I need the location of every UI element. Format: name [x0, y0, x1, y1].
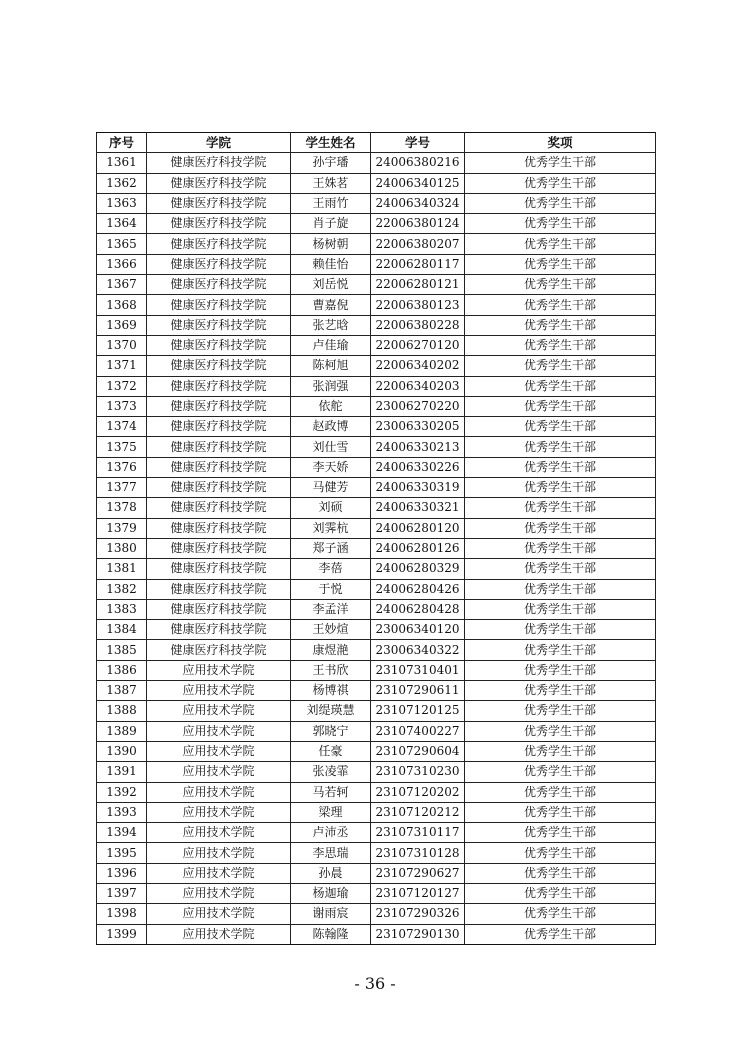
student-name-cell: 孙宇璠 [291, 153, 371, 173]
student-name-cell: 刘岳悦 [291, 275, 371, 295]
college-cell: 健康医疗科技学院 [147, 437, 291, 457]
student-id-cell: 24006330226 [371, 457, 465, 477]
college-cell: 健康医疗科技学院 [147, 599, 291, 619]
student-name-cell: 赵政博 [291, 417, 371, 437]
student-id-cell: 23107310128 [371, 843, 465, 863]
student-name-cell: 谢雨宸 [291, 904, 371, 924]
college-cell: 健康医疗科技学院 [147, 214, 291, 234]
student-id-cell: 22006380228 [371, 315, 465, 335]
award-cell: 优秀学生干部 [465, 640, 656, 660]
serial-cell: 1393 [97, 802, 147, 822]
student-name-cell: 依舵 [291, 396, 371, 416]
student-id-cell: 23107310401 [371, 660, 465, 680]
student-name-cell: 郭晓宁 [291, 721, 371, 741]
college-cell: 健康医疗科技学院 [147, 173, 291, 193]
table-row [97, 559, 656, 579]
student-name-cell: 陈柯旭 [291, 356, 371, 376]
table-row [97, 518, 656, 538]
award-cell: 优秀学生干部 [465, 843, 656, 863]
table-row [97, 599, 656, 619]
table-row [97, 579, 656, 599]
serial-cell: 1374 [97, 417, 147, 437]
student-id-cell: 22006380124 [371, 214, 465, 234]
student-id-cell: 23107290604 [371, 741, 465, 761]
serial-cell: 1365 [97, 234, 147, 254]
college-cell: 健康医疗科技学院 [147, 498, 291, 518]
table-row [97, 153, 656, 173]
student-id-cell: 23107290326 [371, 904, 465, 924]
table-body [97, 153, 656, 945]
college-cell: 应用技术学院 [147, 802, 291, 822]
table-row [97, 214, 656, 234]
serial-cell: 1382 [97, 579, 147, 599]
award-cell: 优秀学生干部 [465, 153, 656, 173]
table-row [97, 701, 656, 721]
college-cell: 应用技术学院 [147, 843, 291, 863]
table-row [97, 660, 656, 680]
serial-cell: 1368 [97, 295, 147, 315]
table-row [97, 234, 656, 254]
student-name-cell: 任豪 [291, 741, 371, 761]
college-cell: 健康医疗科技学院 [147, 275, 291, 295]
serial-cell: 1381 [97, 559, 147, 579]
college-cell: 应用技术学院 [147, 823, 291, 843]
award-cell: 优秀学生干部 [465, 681, 656, 701]
serial-cell: 1392 [97, 782, 147, 802]
award-cell: 优秀学生干部 [465, 396, 656, 416]
award-cell: 优秀学生干部 [465, 762, 656, 782]
student-id-cell: 24006280120 [371, 518, 465, 538]
header-student-name: 学生姓名 [291, 133, 371, 153]
college-cell: 应用技术学院 [147, 681, 291, 701]
table-row [97, 356, 656, 376]
student-name-cell: 陈翰隆 [291, 924, 371, 944]
student-id-cell: 23107290611 [371, 681, 465, 701]
student-id-cell: 23107120125 [371, 701, 465, 721]
table-row [97, 437, 656, 457]
student-name-cell: 曹嘉倪 [291, 295, 371, 315]
award-cell: 优秀学生干部 [465, 782, 656, 802]
serial-cell: 1397 [97, 883, 147, 903]
student-name-cell: 马若轲 [291, 782, 371, 802]
student-name-cell: 郑子涵 [291, 538, 371, 558]
award-cell: 优秀学生干部 [465, 214, 656, 234]
serial-cell: 1363 [97, 193, 147, 213]
table-row [97, 721, 656, 741]
award-cell: 优秀学生干部 [465, 823, 656, 843]
student-id-cell: 23107120212 [371, 802, 465, 822]
college-cell: 应用技术学院 [147, 741, 291, 761]
table-row [97, 904, 656, 924]
college-cell: 应用技术学院 [147, 924, 291, 944]
college-cell: 健康医疗科技学院 [147, 640, 291, 660]
award-cell: 优秀学生干部 [465, 417, 656, 437]
serial-cell: 1361 [97, 153, 147, 173]
student-id-cell: 23107310230 [371, 762, 465, 782]
student-name-cell: 张润强 [291, 376, 371, 396]
college-cell: 健康医疗科技学院 [147, 335, 291, 355]
college-cell: 健康医疗科技学院 [147, 478, 291, 498]
award-cell: 优秀学生干部 [465, 254, 656, 274]
award-cell: 优秀学生干部 [465, 437, 656, 457]
college-cell: 健康医疗科技学院 [147, 538, 291, 558]
award-cell: 优秀学生干部 [465, 883, 656, 903]
student-id-cell: 23006330205 [371, 417, 465, 437]
header-college: 学院 [147, 133, 291, 153]
award-cell: 优秀学生干部 [465, 315, 656, 335]
serial-cell: 1399 [97, 924, 147, 944]
header-serial: 序号 [97, 133, 147, 153]
table-row [97, 478, 656, 498]
award-cell: 优秀学生干部 [465, 275, 656, 295]
table-row [97, 802, 656, 822]
table-row [97, 275, 656, 295]
serial-cell: 1398 [97, 904, 147, 924]
table-row [97, 782, 656, 802]
serial-cell: 1377 [97, 478, 147, 498]
award-cell: 优秀学生干部 [465, 356, 656, 376]
student-id-cell: 22006280121 [371, 275, 465, 295]
student-id-cell: 22006340202 [371, 356, 465, 376]
award-cell: 优秀学生干部 [465, 741, 656, 761]
college-cell: 健康医疗科技学院 [147, 396, 291, 416]
college-cell: 应用技术学院 [147, 863, 291, 883]
student-id-cell: 24006280426 [371, 579, 465, 599]
award-cell: 优秀学生干部 [465, 335, 656, 355]
student-id-cell: 23107120202 [371, 782, 465, 802]
award-cell: 优秀学生干部 [465, 863, 656, 883]
awards-table [96, 132, 656, 945]
serial-cell: 1364 [97, 214, 147, 234]
serial-cell: 1367 [97, 275, 147, 295]
table-row [97, 620, 656, 640]
award-cell: 优秀学生干部 [465, 193, 656, 213]
student-id-cell: 23006340120 [371, 620, 465, 640]
serial-cell: 1390 [97, 741, 147, 761]
student-id-cell: 23107310117 [371, 823, 465, 843]
college-cell: 应用技术学院 [147, 762, 291, 782]
serial-cell: 1380 [97, 538, 147, 558]
table-row [97, 457, 656, 477]
serial-cell: 1366 [97, 254, 147, 274]
student-name-cell: 王妙煊 [291, 620, 371, 640]
student-id-cell: 22006280117 [371, 254, 465, 274]
award-cell: 优秀学生干部 [465, 701, 656, 721]
student-id-cell: 24006340125 [371, 173, 465, 193]
student-name-cell: 李天娇 [291, 457, 371, 477]
table-row [97, 254, 656, 274]
college-cell: 应用技术学院 [147, 701, 291, 721]
serial-cell: 1376 [97, 457, 147, 477]
student-name-cell: 王雨竹 [291, 193, 371, 213]
student-name-cell: 刘缇瑛慧 [291, 701, 371, 721]
college-cell: 健康医疗科技学院 [147, 153, 291, 173]
table-row [97, 640, 656, 660]
table-row [97, 315, 656, 335]
student-id-cell: 23006270220 [371, 396, 465, 416]
student-name-cell: 刘仕雪 [291, 437, 371, 457]
student-name-cell: 刘霁杭 [291, 518, 371, 538]
college-cell: 健康医疗科技学院 [147, 518, 291, 538]
student-name-cell: 刘硕 [291, 498, 371, 518]
student-id-cell: 24006280329 [371, 559, 465, 579]
student-name-cell: 李蓓 [291, 559, 371, 579]
award-cell: 优秀学生干部 [465, 538, 656, 558]
award-cell: 优秀学生干部 [465, 478, 656, 498]
student-id-cell: 23006340322 [371, 640, 465, 660]
table-row [97, 681, 656, 701]
table-row [97, 924, 656, 944]
serial-cell: 1387 [97, 681, 147, 701]
serial-cell: 1386 [97, 660, 147, 680]
award-cell: 优秀学生干部 [465, 599, 656, 619]
serial-cell: 1373 [97, 396, 147, 416]
student-name-cell: 王书欣 [291, 660, 371, 680]
table-row [97, 741, 656, 761]
serial-cell: 1389 [97, 721, 147, 741]
serial-cell: 1388 [97, 701, 147, 721]
serial-cell: 1396 [97, 863, 147, 883]
student-id-cell: 24006280126 [371, 538, 465, 558]
college-cell: 健康医疗科技学院 [147, 193, 291, 213]
student-name-cell: 李孟洋 [291, 599, 371, 619]
student-name-cell: 杨博祺 [291, 681, 371, 701]
college-cell: 健康医疗科技学院 [147, 559, 291, 579]
table-row [97, 823, 656, 843]
table-row [97, 295, 656, 315]
student-name-cell: 卢佳瑜 [291, 335, 371, 355]
award-cell: 优秀学生干部 [465, 559, 656, 579]
table-row [97, 173, 656, 193]
table-row [97, 863, 656, 883]
award-cell: 优秀学生干部 [465, 518, 656, 538]
college-cell: 健康医疗科技学院 [147, 356, 291, 376]
award-cell: 优秀学生干部 [465, 620, 656, 640]
student-id-cell: 23107290130 [371, 924, 465, 944]
college-cell: 健康医疗科技学院 [147, 234, 291, 254]
student-id-cell: 22006380207 [371, 234, 465, 254]
student-name-cell: 杨迦瑜 [291, 883, 371, 903]
award-cell: 优秀学生干部 [465, 498, 656, 518]
student-name-cell: 李思瑞 [291, 843, 371, 863]
table-row [97, 538, 656, 558]
table-row [97, 417, 656, 437]
student-id-cell: 24006340324 [371, 193, 465, 213]
college-cell: 健康医疗科技学院 [147, 315, 291, 335]
student-id-cell: 22006340203 [371, 376, 465, 396]
table-row [97, 335, 656, 355]
student-name-cell: 张凌霏 [291, 762, 371, 782]
award-cell: 优秀学生干部 [465, 802, 656, 822]
college-cell: 健康医疗科技学院 [147, 457, 291, 477]
student-name-cell: 梁理 [291, 802, 371, 822]
serial-cell: 1362 [97, 173, 147, 193]
college-cell: 应用技术学院 [147, 883, 291, 903]
student-name-cell: 赖佳怡 [291, 254, 371, 274]
serial-cell: 1391 [97, 762, 147, 782]
serial-cell: 1370 [97, 335, 147, 355]
student-name-cell: 孙晨 [291, 863, 371, 883]
table-row [97, 193, 656, 213]
serial-cell: 1371 [97, 356, 147, 376]
college-cell: 健康医疗科技学院 [147, 295, 291, 315]
award-cell: 优秀学生干部 [465, 457, 656, 477]
page-number: - 36 - [354, 974, 396, 993]
award-cell: 优秀学生干部 [465, 579, 656, 599]
table-row [97, 498, 656, 518]
serial-cell: 1372 [97, 376, 147, 396]
serial-cell: 1394 [97, 823, 147, 843]
table-row [97, 762, 656, 782]
student-id-cell: 24006330319 [371, 478, 465, 498]
student-id-cell: 24006330213 [371, 437, 465, 457]
student-id-cell: 23107400227 [371, 721, 465, 741]
college-cell: 健康医疗科技学院 [147, 417, 291, 437]
table-header-row [97, 133, 656, 153]
serial-cell: 1379 [97, 518, 147, 538]
college-cell: 健康医疗科技学院 [147, 579, 291, 599]
award-cell: 优秀学生干部 [465, 295, 656, 315]
header-award: 奖项 [465, 133, 656, 153]
college-cell: 应用技术学院 [147, 904, 291, 924]
student-name-cell: 于悦 [291, 579, 371, 599]
table-row [97, 883, 656, 903]
student-name-cell: 马健芳 [291, 478, 371, 498]
student-id-cell: 22006270120 [371, 335, 465, 355]
award-cell: 优秀学生干部 [465, 660, 656, 680]
award-cell: 优秀学生干部 [465, 721, 656, 741]
header-student-id: 学号 [371, 133, 465, 153]
table-row [97, 396, 656, 416]
award-cell: 优秀学生干部 [465, 904, 656, 924]
serial-cell: 1395 [97, 843, 147, 863]
student-name-cell: 王姝茗 [291, 173, 371, 193]
student-id-cell: 22006380123 [371, 295, 465, 315]
student-id-cell: 23107120127 [371, 883, 465, 903]
student-id-cell: 23107290627 [371, 863, 465, 883]
student-name-cell: 肖子旋 [291, 214, 371, 234]
college-cell: 应用技术学院 [147, 721, 291, 741]
serial-cell: 1384 [97, 620, 147, 640]
table-row [97, 843, 656, 863]
college-cell: 应用技术学院 [147, 660, 291, 680]
student-name-cell: 杨树朝 [291, 234, 371, 254]
award-cell: 优秀学生干部 [465, 234, 656, 254]
serial-cell: 1378 [97, 498, 147, 518]
award-cell: 优秀学生干部 [465, 924, 656, 944]
student-id-cell: 24006380216 [371, 153, 465, 173]
serial-cell: 1369 [97, 315, 147, 335]
student-name-cell: 康煜滟 [291, 640, 371, 660]
student-id-cell: 24006330321 [371, 498, 465, 518]
student-id-cell: 24006280428 [371, 599, 465, 619]
table-row [97, 376, 656, 396]
student-name-cell: 卢沛丞 [291, 823, 371, 843]
serial-cell: 1385 [97, 640, 147, 660]
award-cell: 优秀学生干部 [465, 173, 656, 193]
college-cell: 应用技术学院 [147, 782, 291, 802]
college-cell: 健康医疗科技学院 [147, 254, 291, 274]
serial-cell: 1383 [97, 599, 147, 619]
college-cell: 健康医疗科技学院 [147, 620, 291, 640]
student-name-cell: 张艺晗 [291, 315, 371, 335]
award-cell: 优秀学生干部 [465, 376, 656, 396]
serial-cell: 1375 [97, 437, 147, 457]
college-cell: 健康医疗科技学院 [147, 376, 291, 396]
